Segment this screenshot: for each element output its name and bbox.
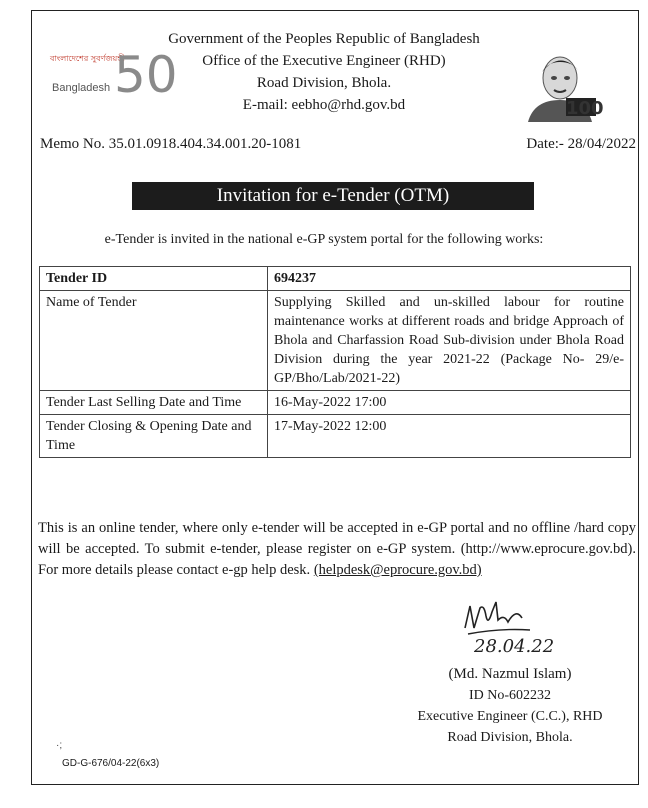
header-line-email: E-mail: eebho@rhd.gov.bd xyxy=(242,97,406,113)
footer-code: GD-G-676/04-22(6x3) xyxy=(62,758,160,769)
online-tender-notice xyxy=(38,518,636,581)
mujib-100-label: 100 xyxy=(566,98,604,119)
row-label-tender-id: Tender ID xyxy=(40,267,268,291)
header-line-division: Road Division, Bhola. xyxy=(256,75,392,91)
row-label-tender-name: Name of Tender xyxy=(40,291,268,391)
table-row xyxy=(40,267,631,291)
table-row xyxy=(40,391,631,415)
logo-bangla-text: বাংলাদেশের সুবর্ণজয়ন্তী xyxy=(50,54,126,63)
memo-date: Date:- 28/04/2022 xyxy=(526,136,636,152)
notice-text: This is an online tender, where only e-tender will be accepted in e-GP portal and no offline /hard copy will be accepted. To submit e-tender, please register on e-GP system. (http://www.eprocure.gov.bd). For more details please contact e-gp help desk. xyxy=(38,520,636,578)
signatory-id: ID No-602232 xyxy=(468,688,552,703)
invitation-banner: Invitation for e-Tender (OTM) xyxy=(132,182,534,210)
row-value-tender-id: 694237 xyxy=(268,267,631,291)
row-value-selling-date: 16-May-2022 17:00 xyxy=(268,391,631,415)
header-line-government: Government of the Peoples Republic of Bangladesh xyxy=(168,31,480,47)
table-row xyxy=(40,291,631,391)
logo-country-text: Bangladesh xyxy=(52,82,111,94)
signatory-office: Road Division, Bhola. xyxy=(447,730,573,745)
logo-fifty-number: 50 xyxy=(114,46,178,104)
faint-mark: ·; xyxy=(56,740,63,751)
helpdesk-email-link[interactable]: (helpdesk@eprocure.gov.bd) xyxy=(313,562,482,578)
row-value-closing-date: 17-May-2022 12:00 xyxy=(268,415,631,458)
signatory-designation: Executive Engineer (C.C.), RHD xyxy=(417,709,603,724)
signatory-name: (Md. Nazmul Islam) xyxy=(448,666,572,682)
signature-date: 28.04.22 xyxy=(474,636,555,657)
row-label-closing-date: Tender Closing & Opening Date and Time xyxy=(40,415,268,458)
row-label-selling-date: Tender Last Selling Date and Time xyxy=(40,391,268,415)
intro-text: e-Tender is invited in the national e-GP system portal for the following works: xyxy=(104,232,544,247)
handwritten-signature-icon xyxy=(460,598,580,658)
row-value-tender-name: Supplying Skilled and un-skilled labour for routine maintenance works at different roads and bridge Approach of Bhola and Charfassion Road Sub-division under Bhola Road Division during the year 2021-22 (Package No- 29/e-GP/Bho/Lab/2021-22) xyxy=(268,291,631,391)
table-row xyxy=(40,415,631,458)
memo-number: Memo No. 35.01.0918.404.34.001.20-1081 xyxy=(40,136,302,152)
tender-details-table xyxy=(39,266,631,458)
header-line-office: Office of the Executive Engineer (RHD) xyxy=(202,53,446,69)
